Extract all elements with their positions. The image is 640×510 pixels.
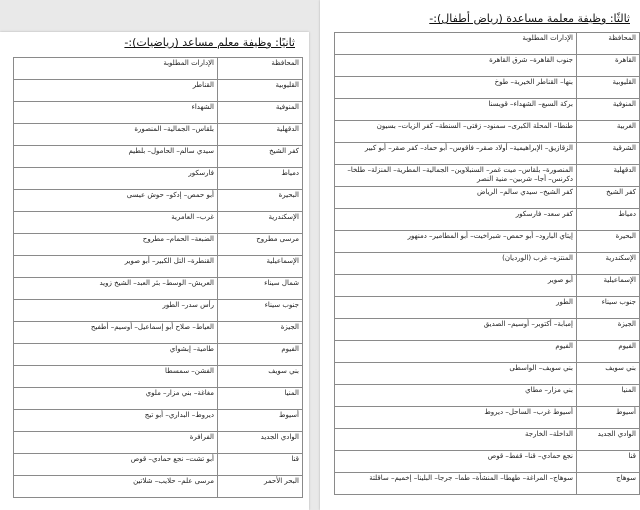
table-row	[335, 297, 640, 319]
departments-cell: غرب– العامرية	[14, 212, 218, 234]
governorate-cell: الجيزة	[218, 322, 303, 344]
table-row	[14, 432, 303, 454]
departments-cell: طامية– إبشواي	[14, 344, 218, 366]
governorate-cell: سوهاج	[577, 473, 640, 495]
governorate-cell: جنوب سيناء	[218, 300, 303, 322]
table-row	[14, 454, 303, 476]
governorate-cell: قنا	[577, 451, 640, 473]
governorate-cell: جنوب سيناء	[577, 297, 640, 319]
governorate-cell: الفيوم	[218, 344, 303, 366]
governorate-cell: أسيوط	[218, 410, 303, 432]
departments-cell: القناطر	[14, 80, 218, 102]
table-body	[14, 58, 303, 498]
departments-cell: كفر الشيخ– سيدي سالم– الرياض	[335, 187, 577, 209]
table-row	[14, 102, 303, 124]
table-row	[14, 190, 303, 212]
governorate-cell: قنا	[218, 454, 303, 476]
column-header-governorate: المحافظة	[577, 33, 640, 55]
governorate-cell: الإسكندرية	[218, 212, 303, 234]
table-row	[335, 451, 640, 473]
governorate-cell: الدقهلية	[218, 124, 303, 146]
table-row	[14, 278, 303, 300]
governorate-cell: الإسماعيلية	[577, 275, 640, 297]
departments-cell: ديروط– البداري– أبو تيج	[14, 410, 218, 432]
governorate-cell: المنوفية	[218, 102, 303, 124]
section-heading-math: ثانيًا: وظيفة معلم مساعد (رياضيات):-	[124, 36, 295, 49]
departments-cell: بني سويف– الواسطى	[335, 363, 577, 385]
departments-cell: جنوب القاهرة– شرق القاهرة	[335, 55, 577, 77]
table-row	[335, 165, 640, 187]
table-header-row	[335, 33, 640, 55]
governorate-cell: الإسكندرية	[577, 253, 640, 275]
table-row	[335, 187, 640, 209]
table-row	[14, 168, 303, 190]
departments-cell: العياط– صلاح أبو إسماعيل– أوسيم– أطفيح	[14, 322, 218, 344]
departments-cell: الداخلة– الخارجة	[335, 429, 577, 451]
governorate-cell: بني سويف	[218, 366, 303, 388]
departments-cell: المنتزه– غرب (الورديان)	[335, 253, 577, 275]
table-row	[335, 143, 640, 165]
departments-cell: أبو تشت– نجع حمادي– قوص	[14, 454, 218, 476]
departments-cell: الفرافرة	[14, 432, 218, 454]
table-row	[335, 121, 640, 143]
governorate-cell: كفر الشيخ	[218, 146, 303, 168]
governorate-cell: الفيوم	[577, 341, 640, 363]
table-row	[14, 300, 303, 322]
governorate-cell: الوادي الجديد	[218, 432, 303, 454]
table-row	[335, 341, 640, 363]
table-math-departments	[13, 57, 303, 498]
table-row	[14, 256, 303, 278]
departments-cell: نجع حمادي– قنا– قفط– قوص	[335, 451, 577, 473]
departments-cell: مرسى علم– حلايب– شلاتين	[14, 476, 218, 498]
departments-cell: طنطا– المحلة الكبرى– سمنود– زفتى– السنطة– كفر الزيات– بسيون	[335, 121, 577, 143]
table-row	[335, 77, 640, 99]
table-row	[335, 385, 640, 407]
governorate-cell: المنيا	[218, 388, 303, 410]
governorate-cell: دمياط	[577, 209, 640, 231]
table-header-row	[14, 58, 303, 80]
governorate-cell: البحر الأحمر	[218, 476, 303, 498]
governorate-cell: القليوبية	[577, 77, 640, 99]
governorate-cell: الشرقية	[577, 143, 640, 165]
document-page-left	[0, 32, 309, 510]
table-row	[335, 55, 640, 77]
governorate-cell: بني سويف	[577, 363, 640, 385]
governorate-cell: الغربية	[577, 121, 640, 143]
table-row	[14, 366, 303, 388]
departments-cell: القنطرة– التل الكبير– أبو صوير	[14, 256, 218, 278]
departments-cell: بني مزار– مطاي	[335, 385, 577, 407]
governorate-cell: القليوبية	[218, 80, 303, 102]
governorate-cell: المنوفية	[577, 99, 640, 121]
governorate-cell: أسيوط	[577, 407, 640, 429]
departments-cell: الفيوم	[335, 341, 577, 363]
departments-cell: إمبابة– أكتوبر– أوسيم– الصديق	[335, 319, 577, 341]
departments-cell: مغاغة– بني مزار– ملوي	[14, 388, 218, 410]
table-row	[335, 473, 640, 495]
column-header-departments: الإدارات المطلوبة	[335, 33, 577, 55]
table-row	[335, 429, 640, 451]
table-row	[14, 80, 303, 102]
table-body	[335, 33, 640, 495]
table-row	[14, 410, 303, 432]
departments-cell: الزقازيق– الإبراهيمية– أولاد صقر– فاقوس– أبو حماد– كفر صقر– أبو كبير	[335, 143, 577, 165]
governorate-cell: المنيا	[577, 385, 640, 407]
table-row	[14, 322, 303, 344]
table-row	[14, 476, 303, 498]
governorate-cell: الجيزة	[577, 319, 640, 341]
governorate-cell: مرسى مطروح	[218, 234, 303, 256]
table-kindergarten-departments	[334, 32, 640, 495]
departments-cell: إيتاي البارود– أبو حمص– شبراخيت– أبو المطامير– دمنهور	[335, 231, 577, 253]
table-row	[335, 275, 640, 297]
departments-cell: الضبعة– الحمام– مطروح	[14, 234, 218, 256]
governorate-cell: شمال سيناء	[218, 278, 303, 300]
governorate-cell: دمياط	[218, 168, 303, 190]
departments-cell: أبو صوير	[335, 275, 577, 297]
table-row	[335, 231, 640, 253]
column-header-governorate: المحافظة	[218, 58, 303, 80]
section-heading-kindergarten: ثالثًا: وظيفة معلمة مساعدة (رياض أطفال):-	[429, 12, 630, 25]
departments-cell: المنصورة– بلقاس– ميت غمر– السنبلاوين– الجمالية– المطرية– المنزلة– طلخا– دكرنس– أجا– شربين– منية النصر	[335, 165, 577, 187]
table-row	[14, 146, 303, 168]
departments-cell: بلقاس– الجمالية– المنصورة	[14, 124, 218, 146]
governorate-cell: القاهرة	[577, 55, 640, 77]
governorate-cell: كفر الشيخ	[577, 187, 640, 209]
table-row	[14, 388, 303, 410]
table-row	[335, 253, 640, 275]
governorate-cell: الوادي الجديد	[577, 429, 640, 451]
table-row	[335, 319, 640, 341]
document-page-right	[320, 0, 640, 510]
table-row	[335, 99, 640, 121]
table-row	[14, 124, 303, 146]
departments-cell: بركة السبع– الشهداء– قويسنا	[335, 99, 577, 121]
departments-cell: سوهاج– المراغة– طهطا– المنشأة– طما– جرجا– البلينا– إخميم– ساقلتة	[335, 473, 577, 495]
departments-cell: الطور	[335, 297, 577, 319]
departments-cell: بنها– القناطر الخيرية– طوخ	[335, 77, 577, 99]
table-row	[14, 344, 303, 366]
table-row	[335, 363, 640, 385]
departments-cell: الفشن– سمسطا	[14, 366, 218, 388]
table-row	[335, 407, 640, 429]
departments-cell: أسيوط غرب– الساحل– ديروط	[335, 407, 577, 429]
departments-cell: الشهداء	[14, 102, 218, 124]
departments-cell: أبو حمص– إدكو– حوش عيسى	[14, 190, 218, 212]
governorate-cell: الدقهلية	[577, 165, 640, 187]
table-row	[14, 234, 303, 256]
governorate-cell: البحيرة	[577, 231, 640, 253]
table-row	[335, 209, 640, 231]
governorate-cell: الإسماعيلية	[218, 256, 303, 278]
departments-cell: العريش– الوسط– بئر العبد– الشيخ زويد	[14, 278, 218, 300]
governorate-cell: البحيرة	[218, 190, 303, 212]
column-header-departments: الإدارات المطلوبة	[14, 58, 218, 80]
departments-cell: سيدي سالم– الحامول– بلطيم	[14, 146, 218, 168]
table-row	[14, 212, 303, 234]
departments-cell: رأس سدر– الطور	[14, 300, 218, 322]
departments-cell: كفر سعد– فارسكور	[335, 209, 577, 231]
departments-cell: فارسكور	[14, 168, 218, 190]
